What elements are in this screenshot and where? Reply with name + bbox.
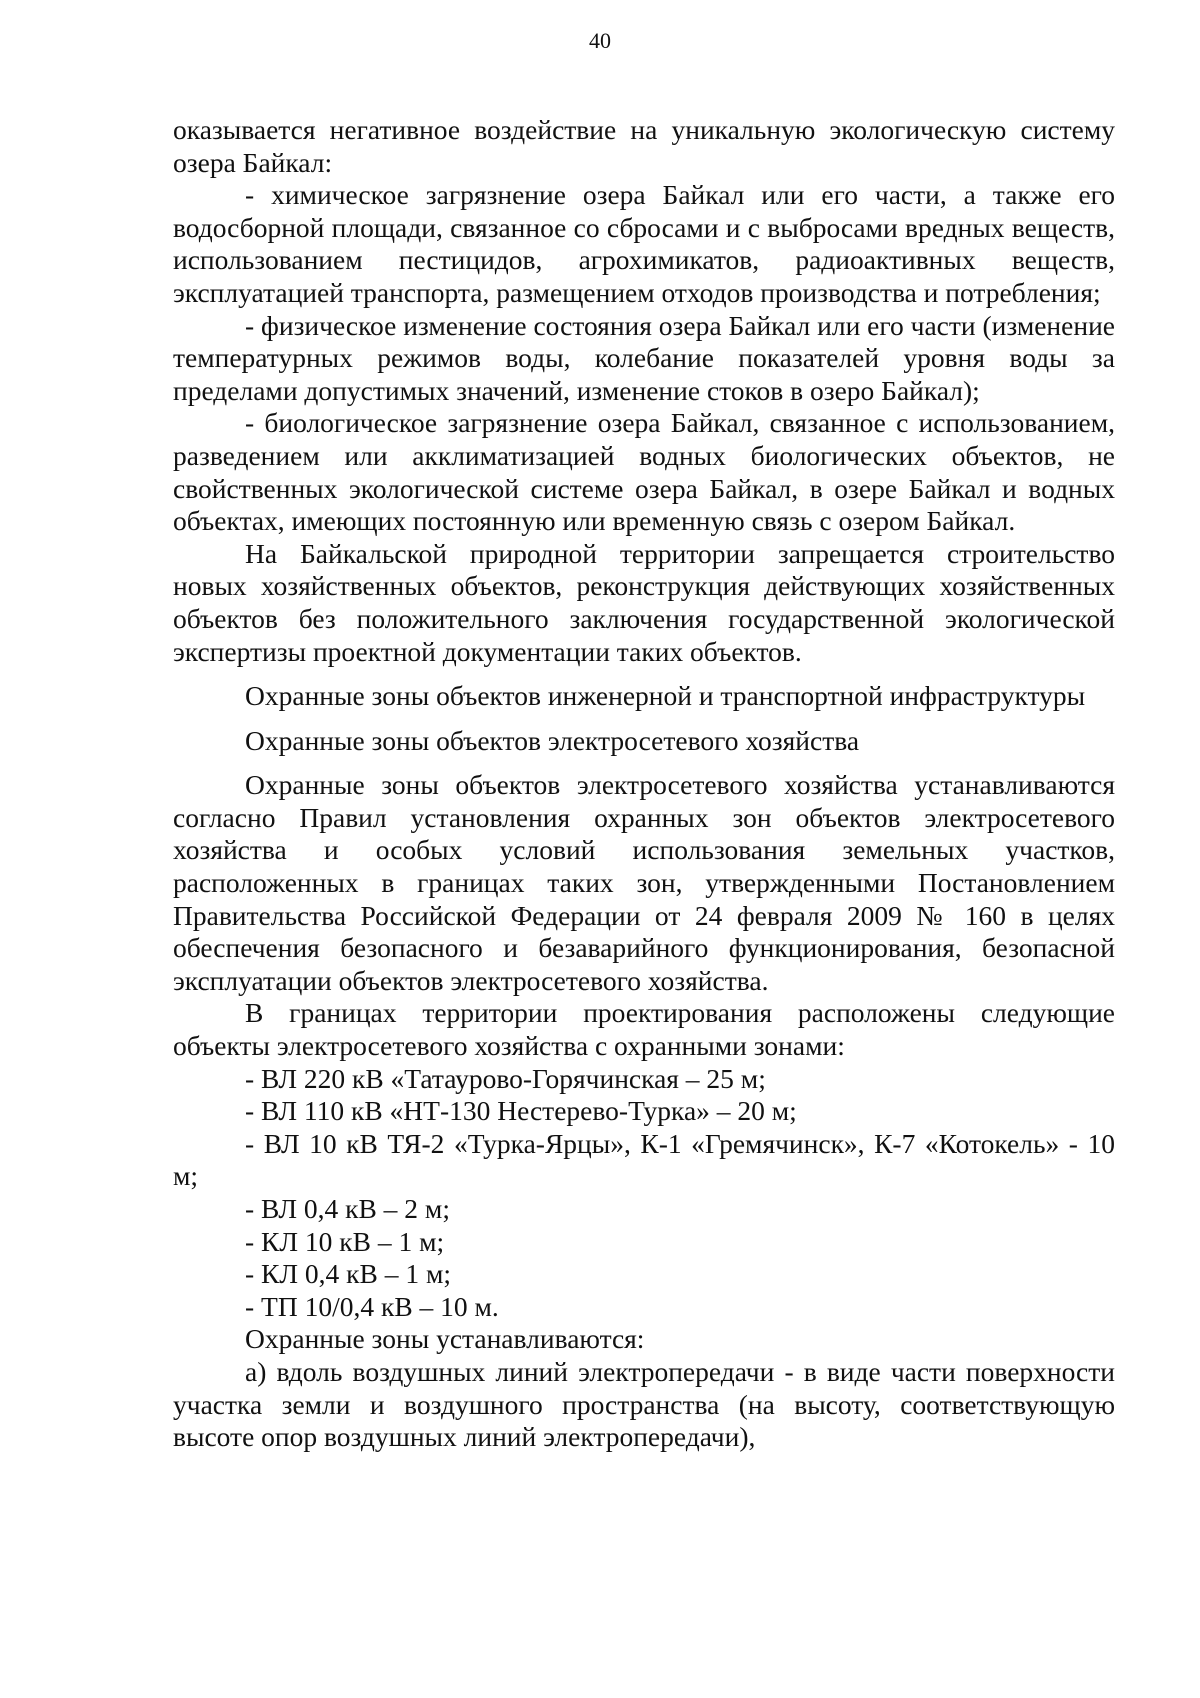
list-item-wrapped: - ВЛ 10 кВ ТЯ-2 «Турка-Ярцы», К-1 «Гремячинск», К-7 «Котокель» - 10 м; [173, 1127, 1115, 1192]
paragraph-zones-established: Охранные зоны устанавливаются: [245, 1323, 645, 1355]
list-item: - ТП 10/0,4 кВ – 10 м. [245, 1290, 499, 1322]
paragraph-zone-rules: Охранные зоны объектов электросетевого хозяйства устанавливаются согласно Правил установления охранных зон объектов электросетевого хозяйства и особых условий использования земельных участков, расположенных в границах таких зон, утвержденными Постановлением Правительства Российской Федерации от 24 февраля 2009 № 160 в целях обеспечения безопасного и безаварийного функционирования, безопасной эксплуатации объектов электросетевого хозяйства. [173, 769, 1115, 996]
paragraph-biological-pollution: - биологическое загрязнение озера Байкал, связанное с использованием, разведением или акклиматизацией водных биологических объектов, не свойственных экологической системе озера Байкал, в озере Байкал и водных объектах, имеющих постоянную или временную связь с озером Байкал. [173, 407, 1115, 537]
list-item: - ВЛ 110 кВ «НТ-130 Нестерево-Турка» – 20 м; [245, 1095, 797, 1127]
paragraph-continuation: оказывается негативное воздействие на уникальную экологическую систему озера Байкал: [173, 114, 1115, 178]
paragraph-physical-change: - физическое изменение состояния озера Байкал или его части (изменение температурных режимов воды, колебание показателей уровня воды за пределами допустимых значений, изменение стоков в озеро Байкал); [173, 309, 1115, 406]
paragraph-chemical-pollution: - химическое загрязнение озера Байкал или его части, а также его водосборной площади, связанное со сбросами и с выбросами вредных веществ, использованием пестицидов, агрохимикатов, радиоактивных веществ, эксплуатацией транспорта, размещением отходов производства и потребления; [173, 179, 1115, 308]
paragraph-construction-ban: На Байкальской природной территории запрещается строительство новых хозяйственных объектов, реконструкция действующих хозяйственных объектов без положительного заключения государственной экологической экспертизы проектной документации таких объектов. [173, 537, 1115, 667]
list-item: - ВЛ 220 кВ «Татаурово-Горячинская – 25 м; [245, 1062, 766, 1094]
document-body [173, 114, 1115, 1454]
list-item: - ВЛ 0,4 кВ – 2 м; [245, 1193, 450, 1224]
page-number: 40 [589, 28, 611, 53]
list-item: - КЛ 10 кВ – 1 м; [245, 1225, 445, 1257]
section-heading-electric-grid: Охранные зоны объектов электросетевого хозяйства [245, 724, 860, 756]
section-heading-infrastructure: Охранные зоны объектов инженерной и транспортной инфраструктуры [245, 680, 1086, 712]
list-item: - КЛ 0,4 кВ – 1 м; [245, 1258, 452, 1290]
paragraph-overhead-lines: а) вдоль воздушных линий электропередачи - в виде части поверхности участка земли и воздушного пространства (на высоту, соответствующую высоте опор воздушных линий электропередачи), [173, 1355, 1115, 1453]
paragraph-objects-intro: В границах территории проектирования расположены следующие объекты электросетевого хозяйства с охранными зонами: [173, 997, 1115, 1062]
